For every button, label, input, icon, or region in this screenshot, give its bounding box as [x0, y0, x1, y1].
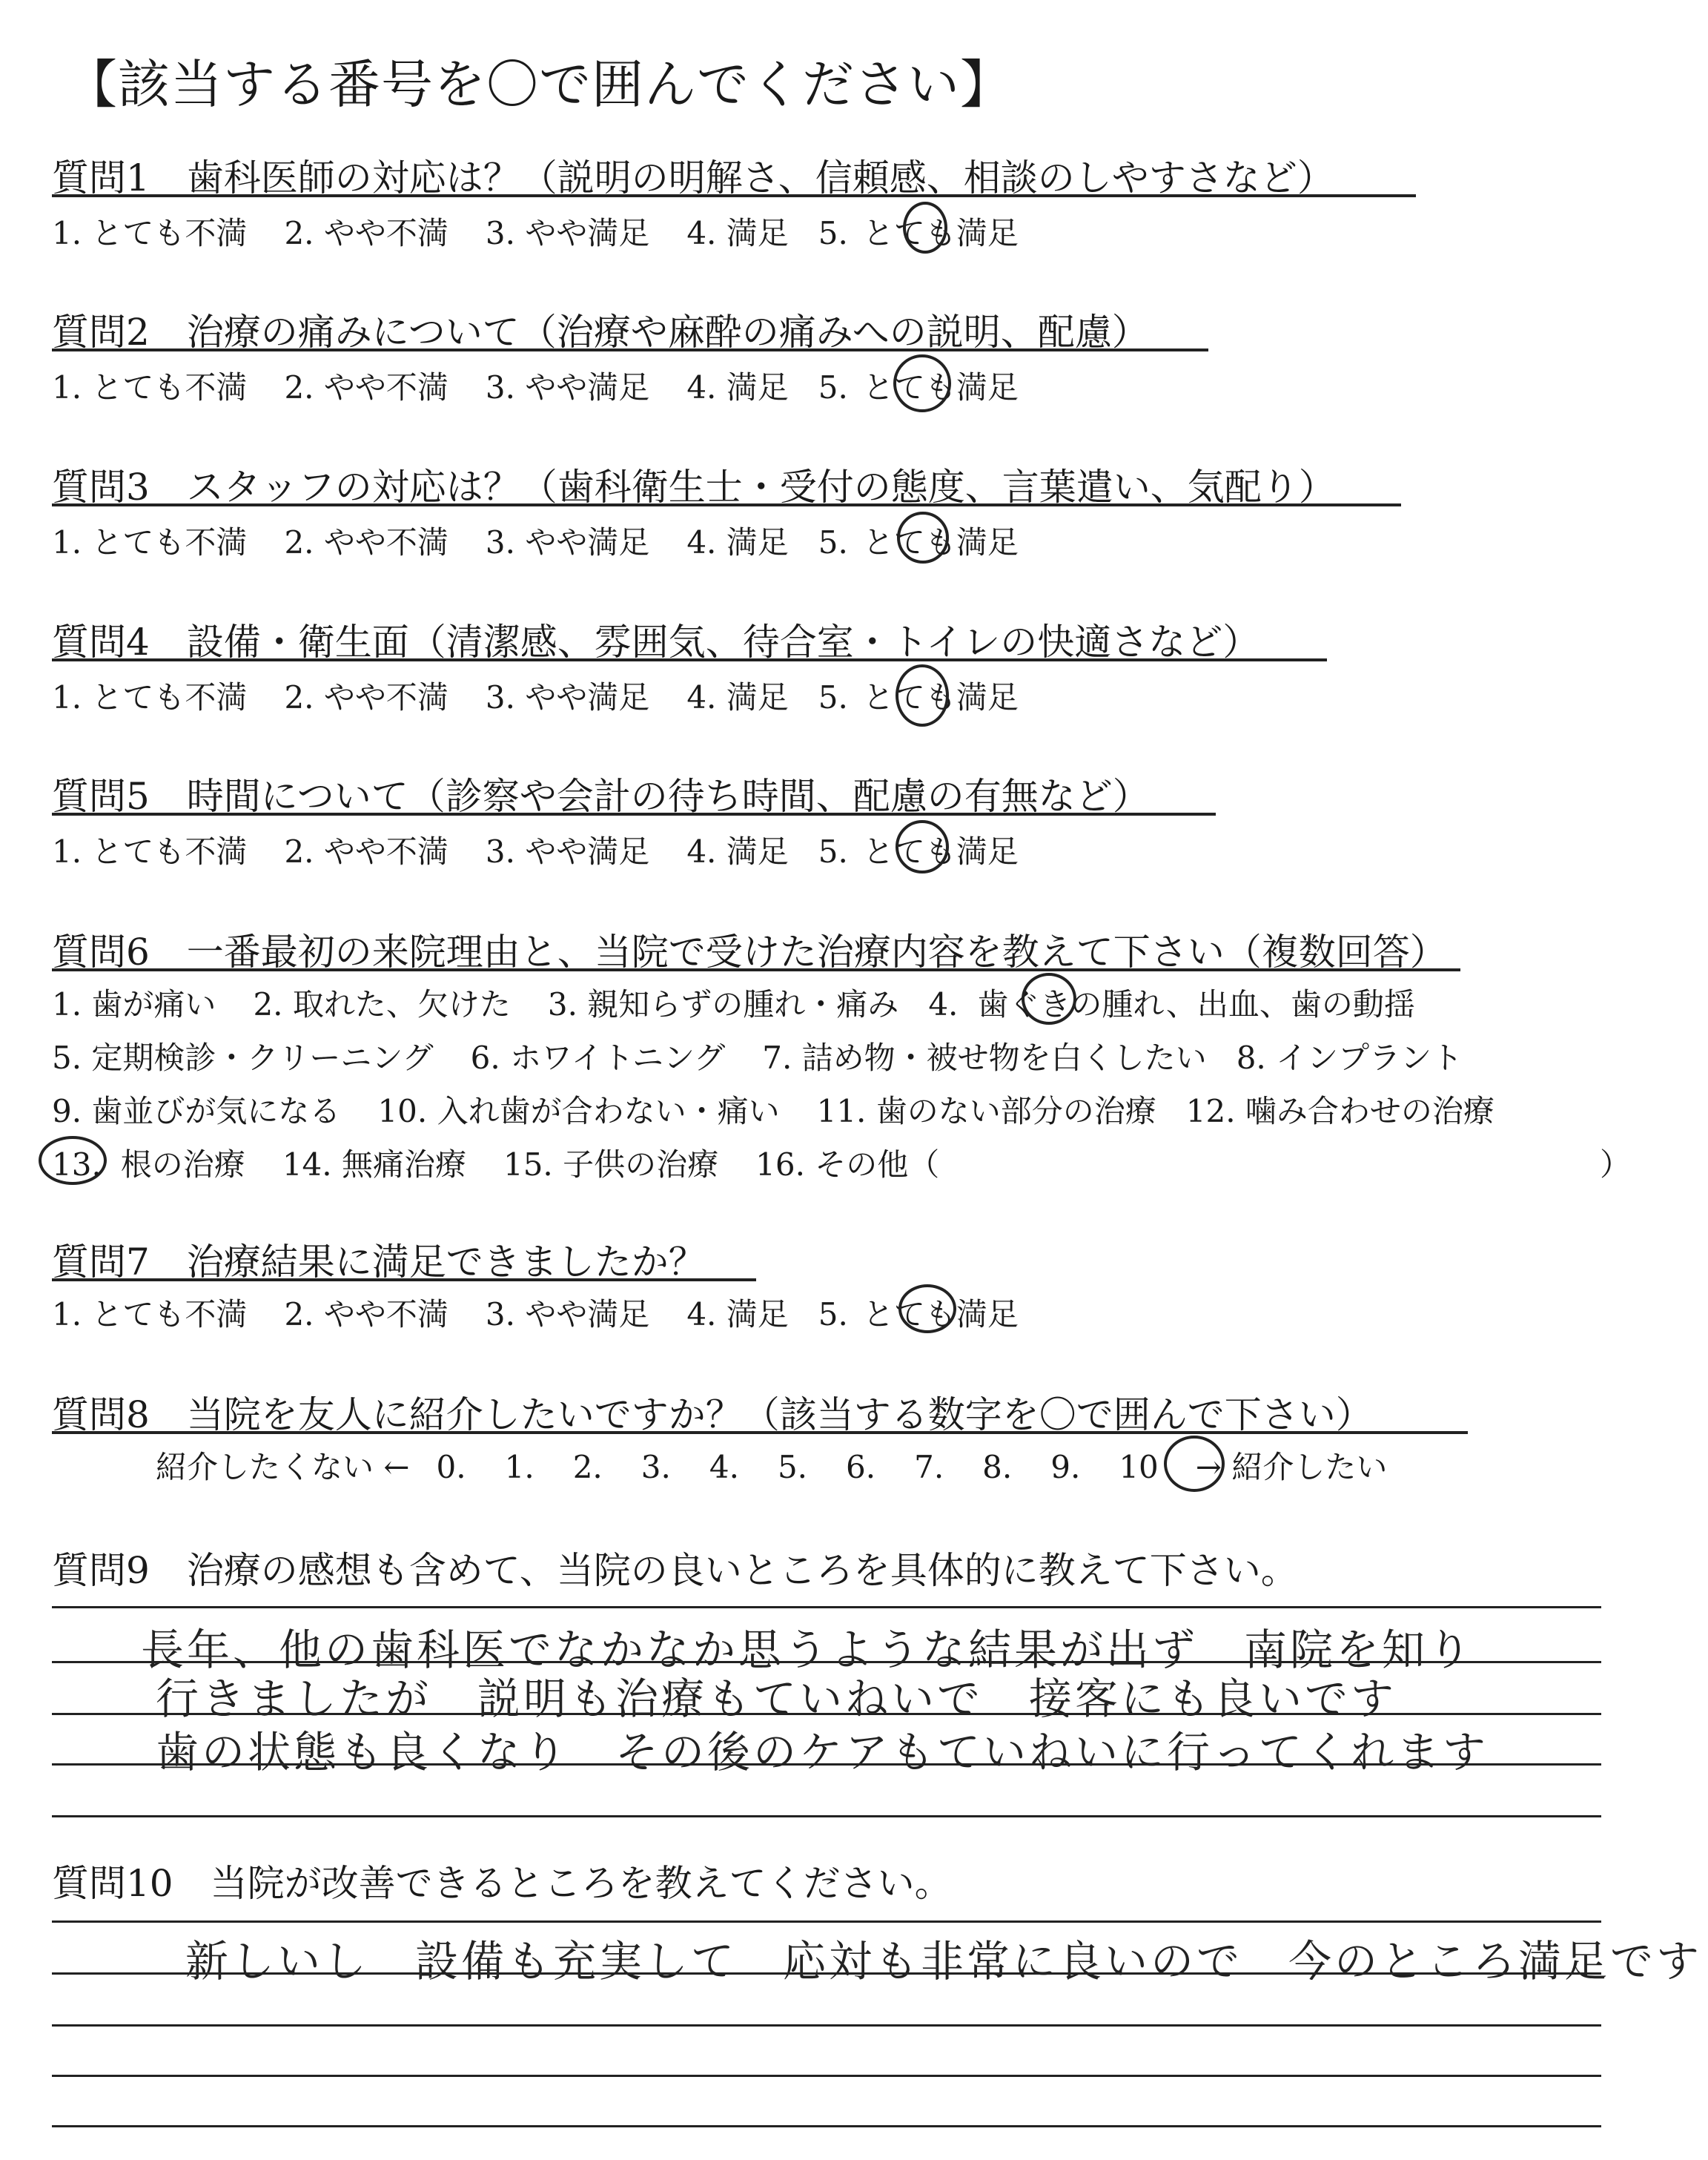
option-1[interactable]: 1. とても不満 — [52, 215, 248, 251]
option-3[interactable]: 3. やや満足 — [485, 679, 650, 716]
question-2: 質問2 治療の痛みについて（治療や麻酔の痛みへの説明、配慮） — [52, 311, 1149, 354]
q6-row-4 — [52, 1140, 939, 1185]
option-1[interactable]: 1. とても不満 — [52, 524, 248, 561]
option-2[interactable]: 2. やや不満 — [284, 215, 448, 251]
option-3[interactable]: 3. 親知らずの腫れ・痛み — [547, 986, 899, 1023]
scale-left-label: 紹介したくない ← — [156, 1449, 410, 1485]
number-2[interactable]: 2. — [572, 1449, 603, 1485]
option-7[interactable]: 7. 詰め物・被せ物を白くしたい — [762, 1040, 1207, 1076]
option-2[interactable]: 2. やや不満 — [284, 524, 448, 561]
question-4: 質問4 設備・衛生面（清潔感、雰囲気、待合室・トイレの快適さなど） — [52, 621, 1260, 664]
option-4[interactable]: 4. 満足 — [686, 369, 789, 406]
question-10: 質問10 当院が改善できるところを教えてください。 — [52, 1862, 952, 1905]
number-7[interactable]: 7. — [914, 1449, 944, 1485]
q4-options — [52, 673, 1019, 718]
number-5[interactable]: 5. — [777, 1449, 808, 1485]
q5-options — [52, 828, 1019, 872]
q7-options — [52, 1290, 1019, 1335]
option-5[interactable]: 5. — [818, 369, 848, 406]
option-5-label: とても満足 — [862, 215, 1019, 251]
option-11[interactable]: 11. 歯のない部分の治療 — [816, 1093, 1156, 1129]
option-5-label: とても満足 — [862, 524, 1019, 561]
q10-answer-line-1: 新しいし 設備も充実して 応対も非常に良いので 今のところ満足です — [185, 1936, 1703, 1986]
answer-rule — [52, 2024, 1601, 2027]
option-3[interactable]: 3. やや満足 — [485, 1296, 650, 1332]
selected-circle — [896, 820, 949, 873]
option-16[interactable]: 16. その他（ — [755, 1146, 940, 1183]
selected-circle — [39, 1136, 107, 1185]
question-9: 質問9 治療の感想も含めて、当院の良いところを具体的に教えて下さい。 — [52, 1549, 1298, 1592]
option-12[interactable]: 12. 噛み合わせの治療 — [1185, 1093, 1494, 1129]
q9-answer-line-3: 歯の状態も良くなり その後のケアもていねいに行ってくれます — [156, 1727, 1489, 1777]
selected-circle — [898, 1284, 956, 1333]
option-5-label: とても満足 — [862, 1296, 1019, 1332]
question-4-underline — [52, 658, 1327, 661]
option-2[interactable]: 2. やや不満 — [284, 1296, 448, 1332]
option-2[interactable]: 2. やや不満 — [284, 679, 448, 716]
question-6: 質問6 一番最初の来院理由と、当院で受けた治療内容を教えて下さい（複数回答） — [52, 931, 1447, 974]
option-5[interactable]: 5. — [818, 1296, 848, 1332]
option-5[interactable]: 5. — [818, 524, 848, 561]
q9-answer-line-1: 長年、他の歯科医でなかなか思うような結果が出ず 南院を知り — [141, 1625, 1474, 1675]
number-6[interactable]: 6. — [846, 1449, 876, 1485]
q9-answer-line-2: 行きましたが 説明も治療もていねいで 接客にも良いです — [156, 1674, 1397, 1724]
option-2[interactable]: 2. やや不満 — [284, 369, 448, 406]
option-4[interactable]: 4. — [928, 986, 959, 1023]
option-2[interactable]: 2. 取れた、欠けた — [253, 986, 511, 1023]
answer-rule — [52, 1815, 1601, 1817]
option-6[interactable]: 6. ホワイトニング — [470, 1040, 726, 1076]
q6-row-3 — [52, 1087, 1494, 1132]
question-3: 質問3 スタッフの対応は？（歯科衛生士・受付の態度、言葉遣い、気配り） — [52, 466, 1336, 509]
q1-options — [52, 209, 1019, 254]
number-0[interactable]: 0. — [436, 1449, 466, 1485]
option-5-label: とても満足 — [862, 833, 1019, 870]
number-1[interactable]: 1. — [504, 1449, 534, 1485]
answer-rule — [52, 2125, 1601, 2127]
option-5-label: とても満足 — [862, 679, 1019, 716]
option-1[interactable]: 1. とても不満 — [52, 679, 248, 716]
scale-right-label: → 紹介したい — [1195, 1449, 1388, 1485]
option-3[interactable]: 3. やや満足 — [485, 215, 650, 251]
q6-row-1 — [52, 980, 1415, 1025]
option-13-label: 根の治療 — [120, 1146, 245, 1183]
selected-circle — [1022, 973, 1076, 1025]
option-8[interactable]: 8. インプラント — [1236, 1040, 1463, 1076]
q6-row-2 — [52, 1034, 1463, 1078]
question-7-underline — [52, 1278, 756, 1281]
number-9[interactable]: 9. — [1050, 1449, 1081, 1485]
option-1[interactable]: 1. とても不満 — [52, 1296, 248, 1332]
option-9[interactable]: 9. 歯並びが気になる — [52, 1093, 341, 1129]
option-4-label: 歯ぐきの腫れ、出血、歯の動揺 — [977, 986, 1415, 1023]
number-3[interactable]: 3. — [640, 1449, 671, 1485]
q3-options — [52, 518, 1019, 563]
question-7: 質問7 治療結果に満足できましたか？ — [52, 1241, 706, 1284]
question-8-underline — [52, 1431, 1468, 1434]
question-1-underline — [52, 194, 1416, 197]
option-5[interactable]: 5. — [818, 679, 848, 716]
option-13[interactable]: 13. — [52, 1146, 102, 1183]
answer-rule — [52, 1920, 1601, 1923]
answer-rule — [52, 2075, 1601, 2077]
number-4[interactable]: 4. — [709, 1449, 739, 1485]
question-6-underline — [52, 968, 1460, 971]
option-14[interactable]: 14. 無痛治療 — [282, 1146, 466, 1183]
number-10[interactable]: 10 — [1119, 1449, 1159, 1485]
option-4[interactable]: 4. 満足 — [686, 215, 789, 251]
selected-circle — [893, 354, 951, 412]
question-1: 質問1 歯科医師の対応は？（説明の明解さ、信頼感、相談のしやすさなど） — [52, 156, 1334, 199]
question-2-underline — [52, 349, 1208, 351]
question-3-underline — [52, 503, 1401, 506]
option-4[interactable]: 4. 満足 — [686, 1296, 789, 1332]
question-5: 質問5 時間について（診察や会計の待ち時間、配慮の有無など） — [52, 775, 1150, 818]
option-4[interactable]: 4. 満足 — [686, 524, 789, 561]
q2-options — [52, 363, 1019, 408]
option-4[interactable]: 4. 満足 — [686, 833, 789, 870]
option-5-label: とても満足 — [862, 369, 1019, 406]
option-3[interactable]: 3. やや満足 — [485, 369, 650, 406]
question-8: 質問8 当院を友人に紹介したいですか？（該当する数字を〇で囲んで下さい） — [52, 1393, 1373, 1436]
selected-circle — [897, 512, 949, 564]
option-3[interactable]: 3. やや満足 — [485, 833, 650, 870]
option-1[interactable]: 1. 歯が痛い — [52, 986, 216, 1023]
option-2[interactable]: 2. やや不満 — [284, 833, 448, 870]
option-5[interactable]: 5. — [818, 215, 848, 251]
selected-circle — [1164, 1436, 1225, 1492]
option-4[interactable]: 4. 満足 — [686, 679, 789, 716]
option-1[interactable]: 1. とても不満 — [52, 369, 248, 406]
option-3[interactable]: 3. やや満足 — [485, 524, 650, 561]
selected-circle — [903, 202, 947, 254]
option-5[interactable]: 5. 定期検診・クリーニング — [52, 1040, 434, 1076]
question-5-underline — [52, 813, 1216, 816]
selected-circle — [896, 664, 949, 727]
option-5[interactable]: 5. — [818, 833, 848, 870]
page-title: 【該当する番号を〇で囲んでください】 — [65, 54, 1013, 115]
option-16-close-paren: ） — [1600, 1146, 1632, 1183]
option-1[interactable]: 1. とても不満 — [52, 833, 248, 870]
number-8[interactable]: 8. — [982, 1449, 1013, 1485]
option-15[interactable]: 15. 子供の治療 — [503, 1146, 719, 1183]
answer-rule — [52, 1606, 1601, 1608]
option-10[interactable]: 10. 入れ歯が合わない・痛い — [377, 1093, 780, 1129]
